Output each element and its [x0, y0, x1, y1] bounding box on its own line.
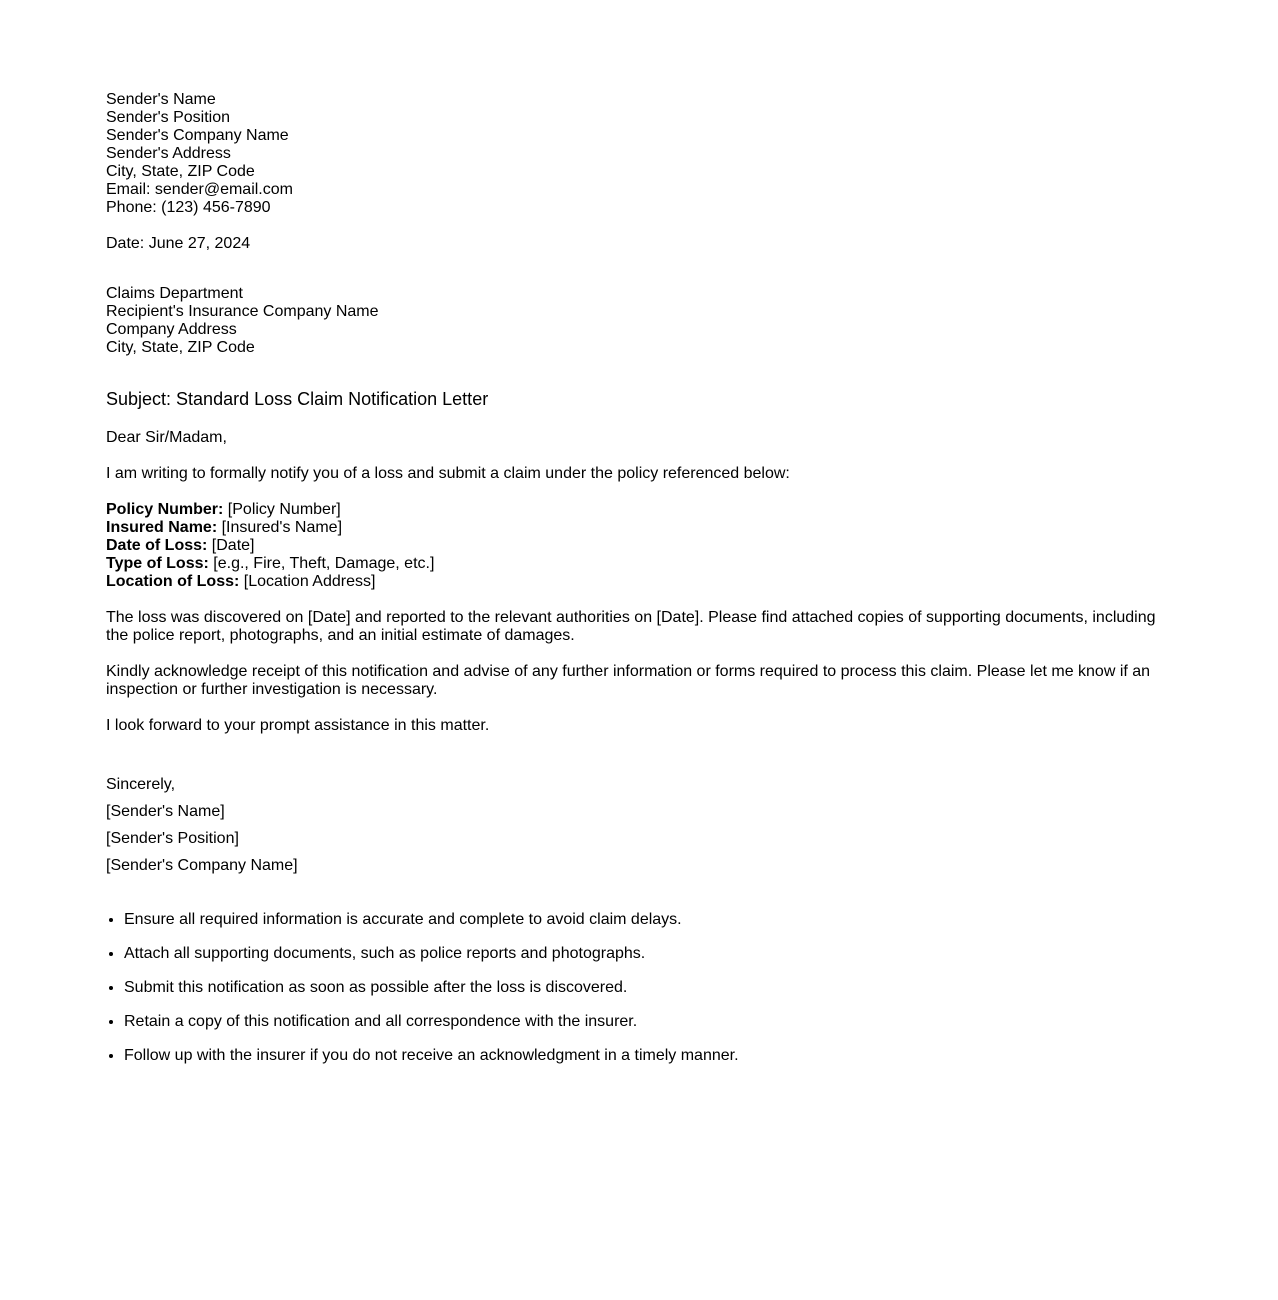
detail-policy-number	[106, 501, 1166, 519]
list-item: • Follow up with the insurer if you do not receive an acknowledgment in a timely manner.	[124, 1047, 1166, 1065]
sender-company: Sender's Company Name	[106, 127, 289, 144]
detail-location-of-loss	[106, 573, 1166, 591]
recipient-block	[106, 285, 1166, 357]
detail-value: [Policy Number]	[223, 501, 341, 518]
letter-subject: Subject: Standard Loss Claim Notification Letter	[106, 389, 489, 409]
sender-address: Sender's Address	[106, 145, 231, 162]
recipient-address: Company Address	[106, 321, 237, 338]
detail-value: [Insured's Name]	[217, 519, 343, 536]
notes-list	[106, 911, 1166, 1065]
letter-date: Date: June 27, 2024	[106, 235, 251, 252]
list-item: • Attach all supporting documents, such as police reports and photographs.	[124, 945, 1166, 963]
signature-company: [Sender's Company Name]	[106, 857, 298, 874]
body-paragraph-acknowledge: Kindly acknowledge receipt of this notification and advise of any further information or forms required to process this claim. Please let me know if an inspection or further investigation is necessary.	[106, 663, 1151, 698]
list-item: • Ensure all required information is accurate and complete to avoid claim delays.	[124, 911, 1166, 929]
letter-content	[106, 91, 1166, 1065]
sender-position: Sender's Position	[106, 109, 231, 126]
signature-name: [Sender's Name]	[106, 803, 225, 820]
detail-date-of-loss	[106, 537, 1166, 555]
detail-label: Insured Name:	[106, 519, 218, 536]
detail-label: Date of Loss:	[106, 537, 208, 554]
signature-position: [Sender's Position]	[106, 830, 239, 847]
intro-paragraph: I am writing to formally notify you of a loss and submit a claim under the policy referenced below:	[106, 465, 790, 482]
detail-type-of-loss	[106, 555, 1166, 573]
detail-value: [Date]	[207, 537, 255, 554]
detail-label: Policy Number:	[106, 501, 224, 518]
detail-insured-name	[106, 519, 1166, 537]
sender-name: Sender's Name	[106, 91, 216, 108]
body-paragraph-discovery: The loss was discovered on [Date] and reported to the relevant authorities on [Date]. Please find attached copies of supporting documents, including the police report, photographs, and an initial estimate of damages.	[106, 609, 1156, 644]
salutation: Dear Sir/Madam,	[106, 429, 227, 446]
recipient-company: Recipient's Insurance Company Name	[106, 303, 379, 320]
sender-city: City, State, ZIP Code	[106, 163, 255, 180]
signature-block	[106, 803, 1166, 875]
body-paragraph-closing: I look forward to your prompt assistance in this matter.	[106, 717, 490, 734]
detail-label: Location of Loss:	[106, 573, 240, 590]
detail-value: [Location Address]	[239, 573, 376, 590]
sender-email: Email: sender@email.com	[106, 181, 293, 198]
sender-phone: Phone: (123) 456-7890	[106, 199, 271, 216]
detail-value: [e.g., Fire, Theft, Damage, etc.]	[208, 555, 435, 572]
sender-block	[106, 91, 1166, 217]
list-item: • Submit this notification as soon as possible after the loss is discovered.	[124, 979, 1166, 997]
detail-label: Type of Loss:	[106, 555, 209, 572]
recipient-department: Claims Department	[106, 285, 243, 302]
claim-details	[106, 501, 1166, 591]
recipient-city: City, State, ZIP Code	[106, 339, 255, 356]
list-item: • Retain a copy of this notification and all correspondence with the insurer.	[124, 1013, 1166, 1031]
closing-line: Sincerely,	[106, 776, 176, 793]
